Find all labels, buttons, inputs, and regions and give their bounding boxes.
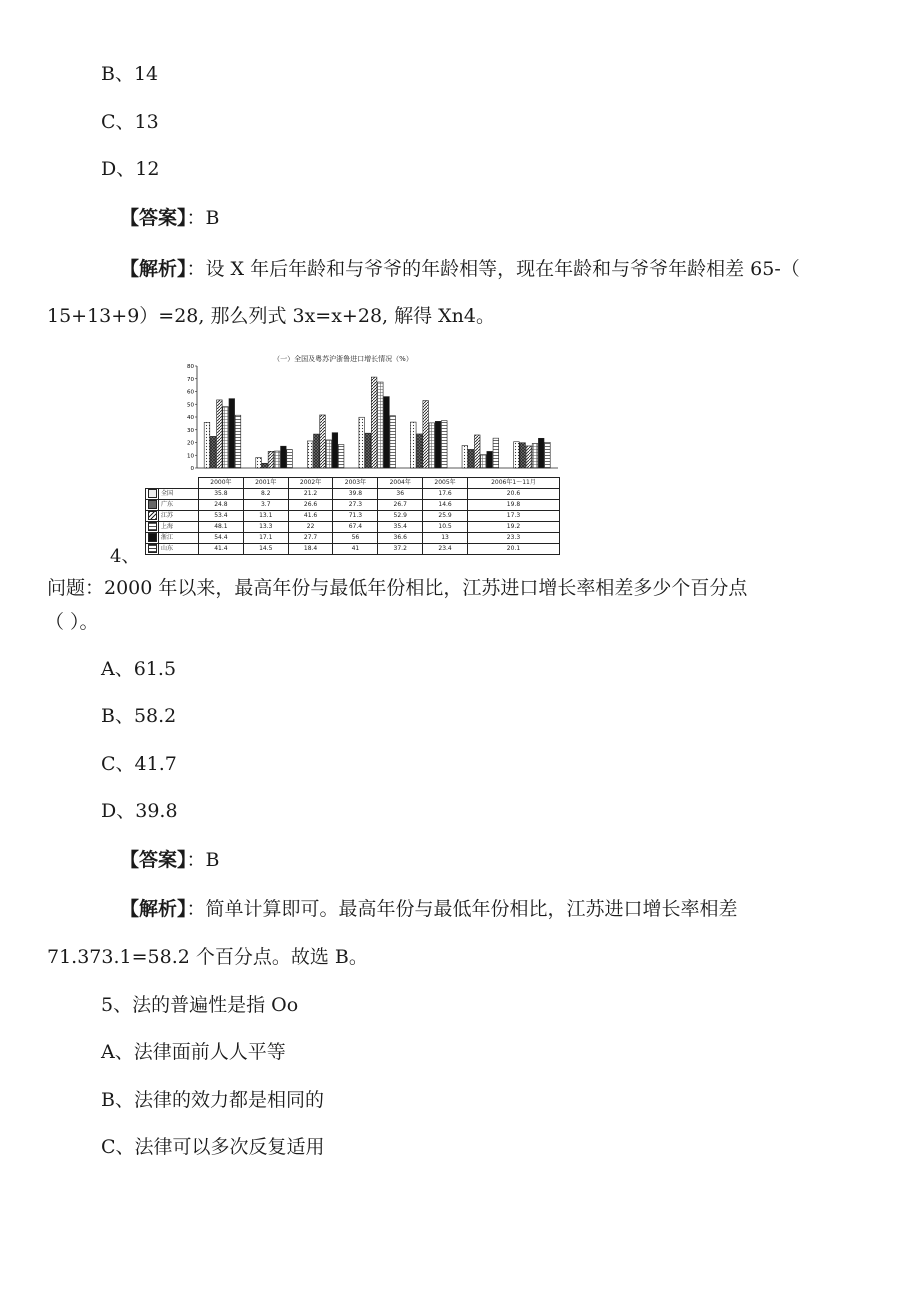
bar-浙江-2006年1～11月 (538, 438, 544, 468)
table-cell: 3.7 (243, 500, 288, 511)
bar-江苏-2003年 (371, 377, 377, 468)
q3-analysis (120, 257, 800, 281)
table-cell: 13.1 (243, 511, 288, 522)
legend-swatch-江苏 (148, 511, 157, 520)
bar-上海-2002年 (326, 440, 332, 468)
table-cell: 35.4 (378, 522, 423, 533)
table-cell: 36 (378, 489, 423, 500)
table-cell: 23.4 (423, 544, 468, 555)
chart-title: （一）全国及粤苏沪浙鲁进口增长情况（%） (273, 355, 413, 363)
table-cell: 41.4 (199, 544, 244, 555)
bar-上海-2005年 (481, 455, 487, 468)
table-row (146, 511, 560, 522)
legend-swatch-cell (146, 500, 159, 511)
table-cell: 53.4 (199, 511, 244, 522)
table-cell: 8.2 (243, 489, 288, 500)
q4-analysis-text: ：简单计算即可。最高年份与最低年份相比，江苏进口增长率相差 (186, 898, 738, 920)
bar-全国-2000年 (204, 422, 210, 468)
bar-全国-2005年 (462, 446, 468, 468)
q3-answer-value: ：B (186, 207, 220, 229)
bar-江苏-2005年 (474, 435, 480, 468)
bar-浙江-2002年 (332, 433, 338, 468)
legend-label: 广东 (159, 500, 199, 511)
table-cell: 20.6 (467, 489, 559, 500)
q3-analysis-label: 【解析】 (120, 258, 187, 280)
bar-chart-svg (145, 352, 560, 477)
y-tick-label: 40 (187, 415, 194, 421)
bar-广东-2002年 (314, 434, 320, 468)
bar-山东-2004年 (441, 421, 447, 468)
q3-option-d: D、12 (101, 158, 160, 180)
bar-山东-2003年 (390, 416, 396, 468)
table-cell: 56 (333, 533, 378, 544)
bar-江苏-2004年 (423, 401, 429, 468)
legend-label: 全国 (159, 489, 199, 500)
table-cell: 39.8 (333, 489, 378, 500)
table-cell: 10.5 (423, 522, 468, 533)
legend-label: 山东 (159, 544, 199, 555)
bar-全国-2001年 (256, 458, 262, 468)
legend-swatch-山东 (148, 544, 157, 553)
table-row (146, 522, 560, 533)
bar-浙江-2005年 (487, 451, 493, 468)
q4-option-b: B、58.2 (101, 705, 177, 727)
q5-option-b: B、法律的效力都是相同的 (101, 1089, 324, 1111)
table-row (146, 544, 560, 555)
bar-浙江-2004年 (435, 421, 441, 468)
table-cell: 22 (288, 522, 333, 533)
category-label: 2003年 (333, 478, 378, 489)
legend-label: 上海 (159, 522, 199, 533)
legend-swatch-cell (146, 544, 159, 555)
q3-answer (120, 206, 219, 230)
bar-山东-2006年1～11月 (545, 442, 551, 468)
q4-option-d: D、39.8 (101, 800, 178, 822)
table-cell: 13 (423, 533, 468, 544)
legend-swatch-浙江 (148, 533, 157, 542)
y-tick-label: 0 (190, 466, 194, 472)
category-label: 2006年1～11月 (467, 478, 559, 489)
bar-浙江-2003年 (384, 397, 390, 468)
table-cell: 23.3 (467, 533, 559, 544)
table-cell: 26.7 (378, 500, 423, 511)
y-tick-label: 70 (187, 376, 194, 383)
bar-全国-2002年 (307, 441, 313, 468)
legend-label: 浙江 (159, 533, 199, 544)
y-tick-label: 20 (187, 440, 194, 447)
bar-山东-2005年 (493, 438, 499, 468)
bar-全国-2004年 (410, 422, 416, 468)
table-header-row (146, 478, 560, 489)
y-tick-label: 60 (187, 389, 194, 396)
table-cell: 67.4 (333, 522, 378, 533)
table-cell: 17.6 (423, 489, 468, 500)
table-cell: 19.8 (467, 500, 559, 511)
q3-option-b: B、14 (101, 63, 159, 85)
category-label: 2001年 (243, 478, 288, 489)
table-cell: 48.1 (199, 522, 244, 533)
bar-上海-2004年 (429, 423, 435, 468)
table-cell: 54.4 (199, 533, 244, 544)
table-cell: 20.1 (467, 544, 559, 555)
table-cell: 14.5 (243, 544, 288, 555)
q4-answer (120, 848, 219, 872)
q4-analysis-label: 【解析】 (120, 898, 187, 920)
table-cell: 18.4 (288, 544, 333, 555)
legend-swatch-广东 (148, 500, 157, 509)
category-label: 2002年 (288, 478, 333, 489)
table-cell: 37.2 (378, 544, 423, 555)
y-tick-label: 80 (187, 364, 194, 370)
table-cell: 71.3 (333, 511, 378, 522)
q4-question-line2: （ ）。 (45, 611, 99, 633)
table-cell: 41.6 (288, 511, 333, 522)
y-tick-label: 10 (187, 453, 194, 460)
table-cell: 13.3 (243, 522, 288, 533)
q4-analysis (120, 897, 738, 921)
q4-number: 4、 (110, 546, 140, 567)
bars-group (204, 377, 550, 468)
table-cell: 41 (333, 544, 378, 555)
y-tick-label: 30 (187, 427, 194, 434)
q3-analysis-text: ：设 X 年后年龄和与爷爷的年龄相等，现在年龄和与爷爷年龄相差 65-（ (186, 258, 800, 280)
table-row (146, 489, 560, 500)
chart-data-table (145, 477, 560, 555)
q5-question: 5、法的普遍性是指 Oo (101, 994, 299, 1016)
legend-label: 江苏 (159, 511, 199, 522)
bar-浙江-2000年 (229, 399, 235, 468)
q4-answer-value: ：B (186, 849, 220, 871)
table-cell: 19.2 (467, 522, 559, 533)
table-cell: 25.9 (423, 511, 468, 522)
category-label: 2005年 (423, 478, 468, 489)
bar-广东-2005年 (468, 449, 474, 468)
bar-江苏-2002年 (320, 415, 326, 468)
q3-analysis-line2: 15+13+9）=28, 那么列式 3x=x+28, 解得 Xn4。 (47, 305, 496, 327)
table-cell: 27.7 (288, 533, 333, 544)
bar-江苏-2001年 (268, 451, 274, 468)
bar-上海-2006年1～11月 (532, 444, 538, 468)
category-label: 2000年 (199, 478, 244, 489)
import-growth-chart (145, 352, 560, 562)
table-cell: 26.6 (288, 500, 333, 511)
q3-option-c: C、13 (101, 111, 159, 133)
table-cell: 27.3 (333, 500, 378, 511)
bar-江苏-2006年1～11月 (526, 446, 532, 468)
q5-option-a: A、法律面前人人平等 (101, 1041, 286, 1063)
q5-option-c: C、法律可以多次反复适用 (101, 1136, 325, 1158)
legend-swatch-cell (146, 533, 159, 544)
bar-山东-2002年 (338, 445, 344, 468)
legend-swatch-上海 (148, 522, 157, 531)
bar-广东-2001年 (262, 463, 268, 468)
bar-全国-2003年 (359, 417, 365, 468)
bar-山东-2001年 (287, 450, 293, 468)
table-cell: 35.8 (199, 489, 244, 500)
table-row (146, 533, 560, 544)
table-cell: 36.6 (378, 533, 423, 544)
table-cell: 17.3 (467, 511, 559, 522)
category-label: 2004年 (378, 478, 423, 489)
bar-江苏-2000年 (217, 400, 223, 468)
q4-question-line1: 问题：2000 年以来，最高年份与最低年份相比，江苏进口增长率相差多少个百分点 (47, 577, 748, 599)
bar-广东-2006年1～11月 (520, 443, 526, 468)
bar-浙江-2001年 (281, 446, 287, 468)
y-tick-label: 50 (187, 402, 194, 409)
table-cell: 14.6 (423, 500, 468, 511)
bar-广东-2003年 (365, 433, 371, 468)
q4-option-a: A、61.5 (101, 658, 177, 680)
legend-swatch-cell (146, 511, 159, 522)
table-cell: 52.9 (378, 511, 423, 522)
q3-answer-label: 【答案】 (120, 207, 187, 229)
q4-option-c: C、41.7 (101, 753, 177, 775)
bar-广东-2000年 (210, 436, 216, 468)
bar-上海-2001年 (274, 451, 280, 468)
bar-山东-2000年 (235, 415, 241, 468)
q4-analysis-line2: 71.373.1=58.2 个百分点。故选 B。 (47, 946, 368, 968)
table-corner (159, 478, 199, 489)
table-cell: 21.2 (288, 489, 333, 500)
legend-swatch-cell (146, 522, 159, 533)
legend-swatch-全国 (148, 489, 157, 498)
bar-上海-2000年 (223, 407, 229, 468)
table-cell: 17.1 (243, 533, 288, 544)
legend-swatch-cell (146, 489, 159, 500)
table-corner (146, 478, 159, 489)
q4-answer-label: 【答案】 (120, 849, 187, 871)
bar-广东-2004年 (417, 434, 423, 468)
bar-上海-2003年 (378, 382, 384, 468)
table-row (146, 500, 560, 511)
table-cell: 24.8 (199, 500, 244, 511)
bar-全国-2006年1～11月 (514, 442, 520, 468)
